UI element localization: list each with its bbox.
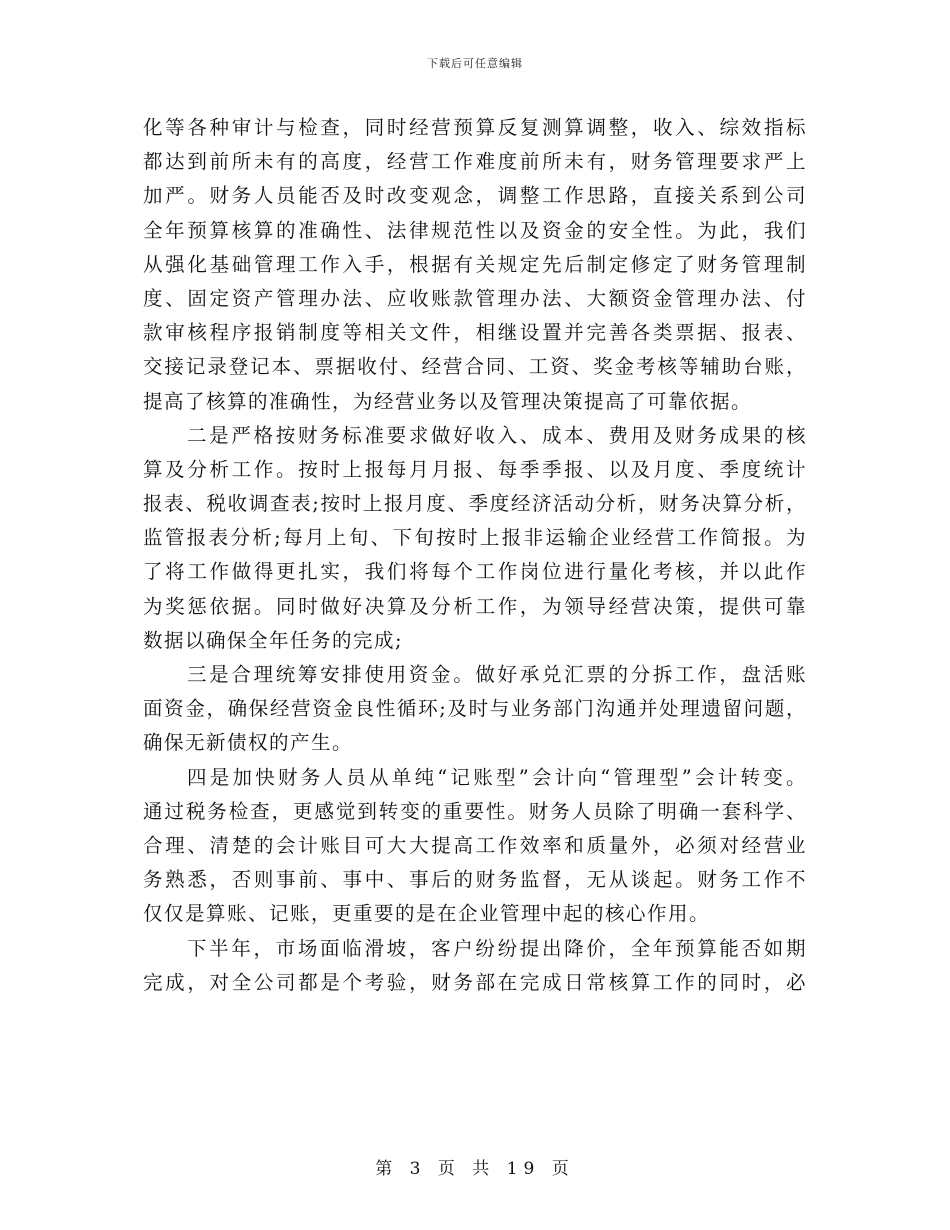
text-line: 全年预算核算的准确性、法律规范性以及资金的安全性。为此，我们	[143, 218, 807, 242]
document-body	[143, 111, 807, 1000]
text-line: 提高了核算的准确性，为经营业务以及管理决策提高了可靠依据。	[143, 389, 753, 413]
text-line: 四是加快财务人员从单纯“记账型”会计向“管理型”会计转变。	[187, 765, 807, 789]
text-line: 了将工作做得更扎实，我们将每个工作岗位进行量化考核，并以此作	[143, 560, 807, 584]
text-line: 从强化基础管理工作入手，根据有关规定先后制定修定了财务管理制	[143, 252, 807, 276]
text-line: 度、固定资产管理办法、应收账款管理办法、大额资金管理办法、付	[143, 286, 807, 310]
text-line: 下半年，市场面临滑坡，客户纷纷提出降价，全年预算能否如期	[187, 936, 807, 960]
page-number-footer: 第 3 页 共 19 页	[375, 1159, 575, 1179]
text-line: 通过税务检查，更感觉到转变的重要性。财务人员除了明确一套科学、	[143, 799, 807, 823]
text-line: 算及分析工作。按时上报每月月报、每季季报、以及月度、季度统计	[143, 457, 807, 481]
text-line: 务熟悉，否则事前、事中、事后的财务监督，无从谈起。财务工作不	[143, 868, 807, 892]
text-line: 面资金，确保经营资金良性循环;及时与业务部门沟通并处理遗留问题，	[143, 697, 807, 721]
text-line: 监管报表分析;每月上旬、下旬按时上报非运输企业经营工作简报。为	[143, 526, 807, 550]
text-line: 确保无新债权的产生。	[143, 731, 354, 755]
text-line: 二是严格按财务标准要求做好收入、成本、费用及财务成果的核	[187, 423, 807, 447]
page-header: 下载后可任意编辑	[427, 57, 523, 70]
text-line: 化等各种审计与检查，同时经营预算反复测算调整，收入、综效指标	[143, 116, 807, 139]
text-line: 都达到前所未有的高度，经营工作难度前所未有，财务管理要求严上	[143, 150, 807, 174]
text-line: 完成，对全公司都是个考验，财务部在完成日常核算工作的同时，必	[143, 970, 807, 994]
text-line: 加严。财务人员能否及时改变观念，调整工作思路，直接关系到公司	[143, 184, 807, 208]
text-line: 为奖惩依据。同时做好决算及分析工作，为领导经营决策，提供可靠	[143, 594, 807, 618]
text-line: 数据以确保全年任务的完成;	[143, 628, 404, 652]
text-line: 报表、税收调查表;按时上报月度、季度经济活动分析，财务决算分析，	[143, 492, 807, 516]
text-line: 款审核程序报销制度等相关文件，相继设置并完善各类票据、报表、	[143, 321, 807, 345]
text-line: 合理、清楚的会计账目可大大提高工作效率和质量外，必须对经营业	[143, 833, 807, 857]
text-line: 仅仅是算账、记账，更重要的是在企业管理中起的核心作用。	[143, 902, 711, 926]
text-line: 交接记录登记本、票据收付、经营合同、工资、奖金考核等辅助台账，	[143, 355, 807, 379]
text-line: 三是合理统筹安排使用资金。做好承兑汇票的分拆工作，盘活账	[187, 663, 807, 686]
